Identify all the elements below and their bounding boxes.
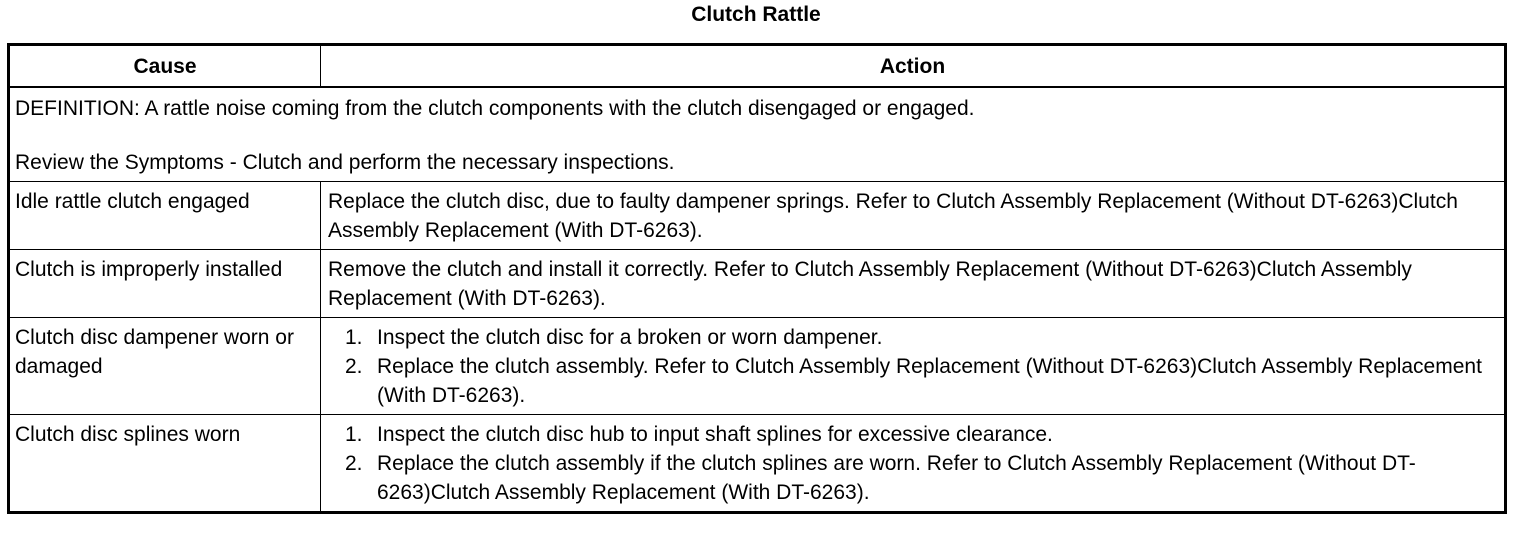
table-row bbox=[9, 250, 1506, 318]
cause-column-header: Cause bbox=[9, 45, 321, 88]
definition-cell bbox=[9, 87, 1506, 182]
list-item bbox=[328, 352, 1500, 410]
step-text: Inspect the clutch disc for a broken or worn dampener. bbox=[377, 326, 883, 349]
step-text: Replace the clutch assembly if the clutch splines are worn. Refer to Clutch Assembly Replacement (Without DT-6263)Clutch Assembly Replacement (With DT-6263). bbox=[377, 452, 1416, 504]
table-row bbox=[9, 415, 1506, 513]
step-number: 1. bbox=[345, 326, 363, 349]
table-row bbox=[9, 318, 1506, 415]
action-cell: Remove the clutch and install it correctly. Refer to Clutch Assembly Replacement (Without DT-6263)Clutch Assembly Replacement (With DT-6263). bbox=[321, 250, 1506, 318]
step-number: 2. bbox=[345, 452, 363, 475]
cause-cell: Idle rattle clutch engaged bbox=[9, 182, 321, 250]
step-number: 1. bbox=[345, 423, 363, 446]
list-item bbox=[328, 449, 1500, 507]
definition-row bbox=[9, 87, 1506, 182]
header-row bbox=[9, 45, 1506, 88]
step-text: Replace the clutch assembly. Refer to Clutch Assembly Replacement (Without DT-6263)Clutch Assembly Replacement (With DT-6263). bbox=[377, 355, 1482, 407]
action-column-header: Action bbox=[321, 45, 1506, 88]
step-number: 2. bbox=[345, 355, 363, 378]
cause-cell: Clutch disc splines worn bbox=[9, 415, 321, 513]
table-row bbox=[9, 182, 1506, 250]
definition-text: DEFINITION: A rattle noise coming from the clutch components with the clutch disengaged or engaged. bbox=[15, 97, 975, 120]
cause-cell: Clutch disc dampener worn or damaged bbox=[9, 318, 321, 415]
step-text: Inspect the clutch disc hub to input shaft splines for excessive clearance. bbox=[377, 423, 1053, 446]
action-cell bbox=[321, 415, 1506, 513]
list-item bbox=[328, 323, 1500, 352]
action-cell: Replace the clutch disc, due to faulty dampener springs. Refer to Clutch Assembly Replacement (Without DT-6263)Clutch Assembly Replacement (With DT-6263). bbox=[321, 182, 1506, 250]
action-cell bbox=[321, 318, 1506, 415]
cause-cell: Clutch is improperly installed bbox=[9, 250, 321, 318]
review-text: Review the Symptoms - Clutch and perform the necessary inspections. bbox=[15, 151, 675, 174]
diagnostic-table bbox=[7, 43, 1507, 514]
page-title: Clutch Rattle bbox=[691, 3, 821, 26]
action-steps-list bbox=[328, 323, 1500, 410]
list-item bbox=[328, 420, 1500, 449]
action-steps-list bbox=[328, 420, 1500, 507]
